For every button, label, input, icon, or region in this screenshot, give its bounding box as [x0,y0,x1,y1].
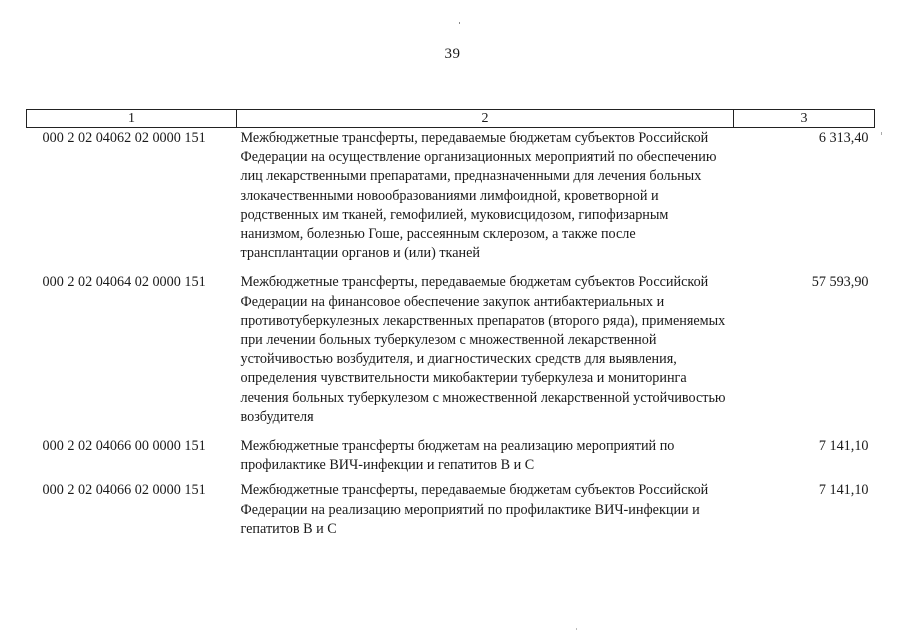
table-row [27,128,875,264]
scan-mark [881,132,882,135]
header-row [27,110,875,128]
table-header [27,110,875,128]
budget-code: 000 2 02 04064 02 0000 151 [42,274,206,291]
scan-mark [459,22,460,24]
budget-description: Межбюджетные трансферты, передаваемые бюджетам субъектов Российской Федерации на реализацию мероприятий по профилактике ВИЧ-инфекции и гепатитов В и С [240,482,709,537]
budget-description: Межбюджетные трансферты, передаваемые бюджетам субъектов Российской Федерации на осуществление организационных мероприятий по обеспечению лиц лекарственными препаратами, предназначенными для лечения больных злокачественными новообразованиями лимфоидной, кроветворной и родственных им тканей, гемофилией, муковисцидозом, гипофизарным нанизмом, болезнью Гоше, рассеянным склерозом, а также после трансплантации органов и (или) тканей [240,130,717,262]
budget-code: 000 2 02 04066 00 0000 151 [42,438,206,455]
table-body [27,128,875,540]
budget-amount: 57 593,90 [811,274,869,291]
page-number: 39 [444,46,461,62]
header-col-3: 3 [734,110,875,128]
budget-description: Межбюджетные трансферты бюджетам на реализацию мероприятий по профилактике ВИЧ-инфекции и гепатитов В и С [240,438,675,474]
budget-description: Межбюджетные трансферты, передаваемые бюджетам субъектов Российской Федерации на финансовое обеспечение закупок антибактериальных и противотуберкулезных лекарственных препаратов (второго ряда), применяемых при лечении больных туберкулезом с множественной лекарственной устойчивостью возбудителя, и диагностических средств для выявления, определения чувствительности микобактерии туберкулеза и мониторинга лечения больных туберкулезом с множественной лекарственной устойчивостью возбудителя [240,274,726,425]
header-col-2: 2 [237,110,734,128]
table-row [27,263,875,427]
budget-amount: 6 313,40 [818,130,869,146]
table-row [27,427,875,475]
budget-table [26,109,875,539]
table-row [27,475,875,539]
budget-amount: 7 141,10 [818,482,869,499]
budget-code: 000 2 02 04066 02 0000 151 [42,482,206,499]
scan-mark [576,628,577,630]
header-col-1: 1 [27,110,237,128]
budget-amount: 7 141,10 [818,438,869,455]
budget-code: 000 2 02 04062 02 0000 151 [42,130,206,146]
